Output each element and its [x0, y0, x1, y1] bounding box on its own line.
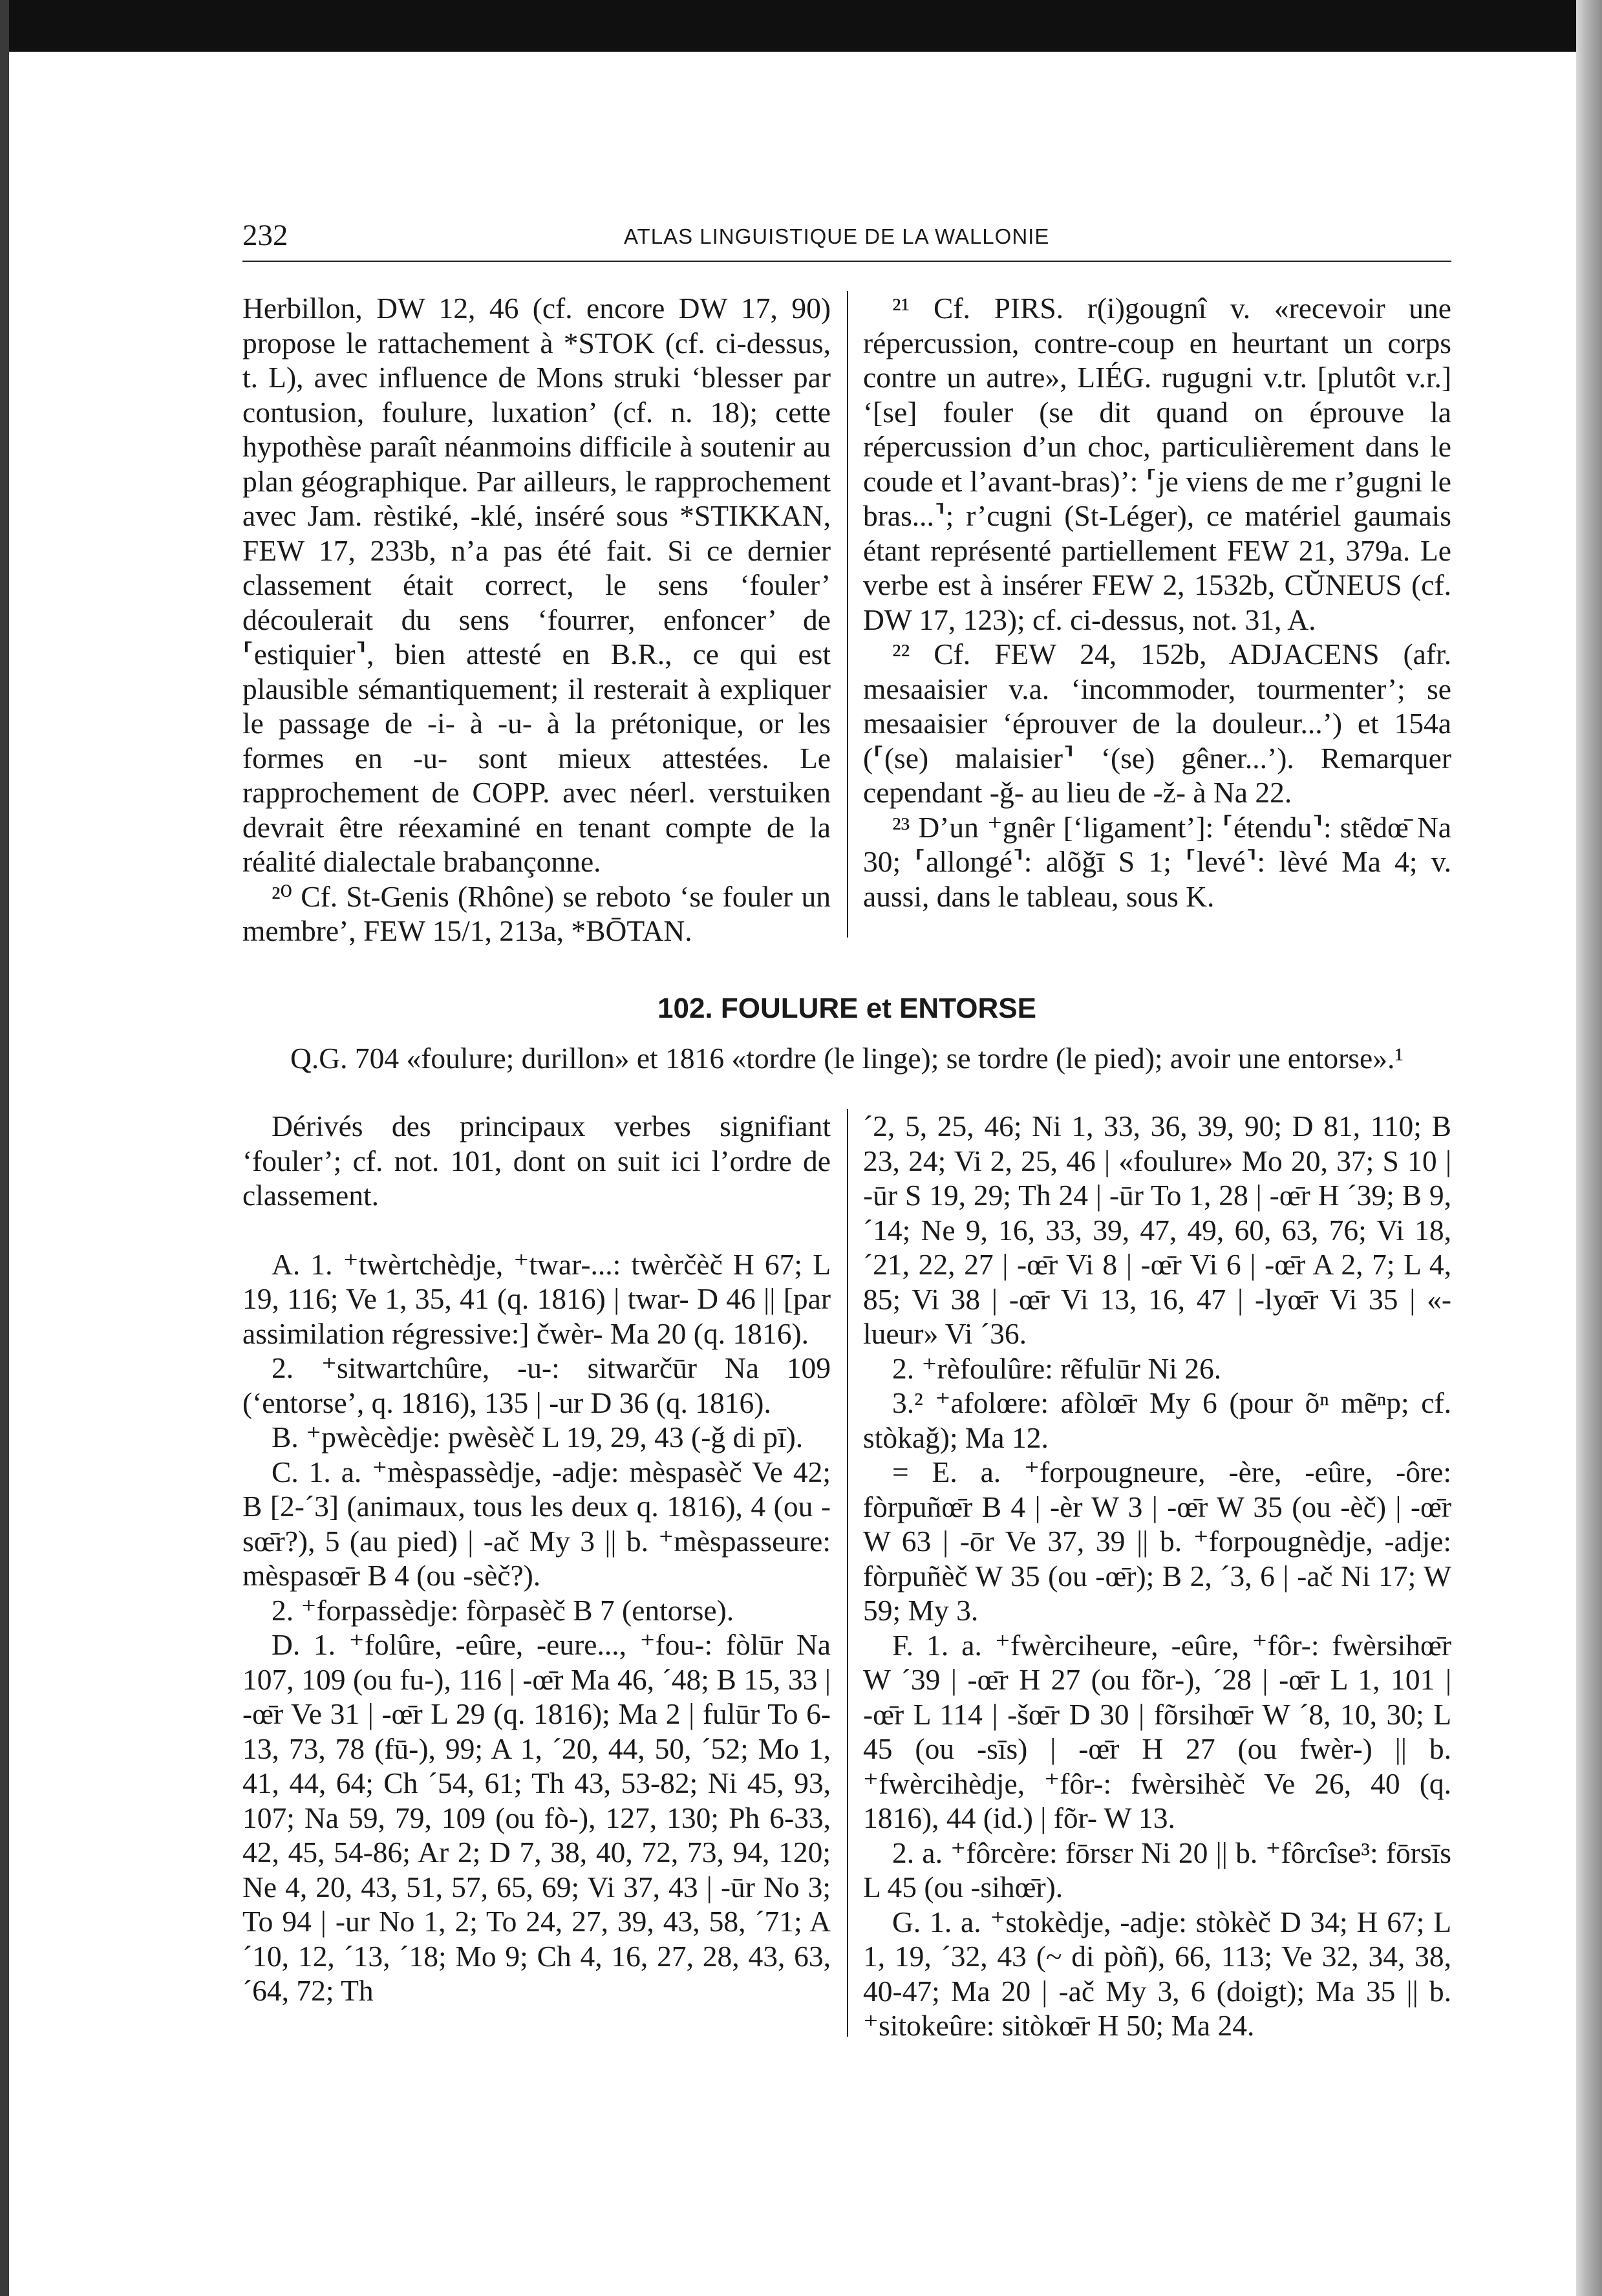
footnote-paragraph: Herbillon, DW 12, 46 (cf. encore DW 17, 90) propose le rattachement à *STOK (cf. ci-dessus, t. L), avec influence de Mons struki ‘blesser par contusion, foulure, luxation’ (cf. n. 18); cette hypothèse paraît néanmoins difficile à soutenir au plan géographique. Par ailleurs, le rapprochement avec Jam. rèstiké, -klé, inséré sous *STIKKAN, FEW 17, 233b, n’a pas été fait. Si ce dernier classement était correct, le sens ‘fouler’ découlerait du sens ‘fourrer, enfoncer’ de ⸢estiquier⸣, bien attesté en B.R., ce qui est plausible sémantiquement; il resterait à expliquer le passage de -i- à -u- à la prétonique, or les formes en -u- sont mieux attestées. Le rapprochement de COPP. avec néerl. verstuiken devrait être réexaminé en tenant compte de la réalité dialectale brabançonne. — [242, 292, 831, 878]
page-header — [242, 218, 1451, 262]
section-title: 102. FOULURE et ENTORSE — [657, 992, 1036, 1024]
questionnaire-reference: Q.G. 704 «foulure; durillon» et 1816 «tordre (le linge); se tordre (le pied); avoir une entorse».¹ — [290, 1042, 1404, 1075]
entry-left-column — [242, 1109, 831, 2008]
intro-paragraph: Dérivés des principaux verbes signifiant ‘fouler’; cf. not. 101, dont on suit ici l’ordre de classement. — [242, 1110, 831, 1212]
column-divider — [847, 291, 848, 938]
entry-paragraph: 3.² ⁺afolœre: afòlœ̄r My 6 (pour õⁿ mẽⁿp; cf. stòkaǧ); Ma 12. — [863, 1386, 1451, 1454]
scan-top-band — [0, 0, 1602, 52]
footnotes-left-column — [242, 291, 831, 949]
entry-paragraph: 2. a. ⁺fôrcère: fōrsɛr Ni 20 || b. ⁺fôrcîse³: fōrsīs L 45 (ou -sihœ̄r). — [863, 1836, 1451, 1904]
entry-paragraph: F. 1. a. ⁺fwèrciheure, -eûre, ⁺fôr-: fwèrsihœ̄r W ´39 | -œ̄r H 27 (ou fõr-), ´28 | -œ̄r L 1, 101 | -œ̄r L 114 | -šœ̄r D 30 | fõrsihœ̄r W ´8, 10, 30; L 45 (ou -sīs) | -œ̄r H 27 (ou fwèr-) || b. ⁺fwèrcihèdje, ⁺fôr-: fwèrsihèč Ve 26, 40 (q. 1816), 44 (id.) | fõr- W 13. — [863, 1628, 1451, 1834]
column-divider — [847, 1109, 848, 2037]
entry-paragraph: A. 1. ⁺twèrtchèdje, ⁺twar-...: twèrčèč H 67; L 19, 116; Ve 1, 35, 41 (q. 1816) | twar- D 46 || [par assimilation régressive:] čwèr- Ma 20 (q. 1816). — [242, 1247, 831, 1350]
page-number: 232 — [242, 219, 288, 252]
entry-right-column — [863, 1109, 1451, 2043]
entry-paragraph: D. 1. ⁺folûre, -eûre, -eure..., ⁺fou-: fòlūr Na 107, 109 (ou fu-), 116 | -œ̄r Ma 46, ´48; B 15, 33 | -œ̄r Ve 31 | -œ̄r L 29 (q. 1816); Ma 2 | fulūr To 6-13, 73, 78 (fū-), 99; A 1, ´20, 44, 50, ´52; Mo 1, 41, 44, 64; Ch ´54, 61; Th 43, 53-82; Ni 45, 93, 107; Na 59, 79, 109 (ou fò-), 127, 130; Ph 6-33, 42, 45, 54-86; Ar 2; D 7, 38, 40, 72, 73, 94, 120; Ne 4, 20, 43, 51, 57, 65, 69; Vi 37, 43 | -ūr No 3; To 94 | -ur No 1, 2; To 24, 27, 39, 43, 58, ´71; A ´10, 12, ´13, ´18; Mo 9; Ch 4, 16, 27, 28, 43, 63, ´64, 72; Th — [242, 1628, 831, 2007]
footnote-22: ²² Cf. FEW 24, 152b, ADJACENS (afr. mesaaisier v.a. ‘incommoder, tourmenter’; se mesaaisier ‘éprouver de la douleur...’) et 154a (⸢(se) malaisier⸣ ‘(se) gêner...’). Remarquer cependant -ǧ- au lieu de -ž- à Na 22. — [863, 638, 1451, 809]
scan-right-edge — [1576, 0, 1602, 2296]
entry-paragraph: = E. a. ⁺forpougneure, -ère, -eûre, -ôre: fòrpuñœ̄r B 4 | -èr W 3 | -œ̄r W 35 (ou -èč) | -œ̄r W 63 | -ōr Ve 37, 39 || b. ⁺forpougnèdje, -adje: fòrpuñèč W 35 (ou -œ̄r); B 2, ´3, 6 | -ač Ni 17; W 59; My 3. — [863, 1455, 1451, 1627]
footnote-21: ²¹ Cf. PIRS. r(i)gougnî v. «recevoir une répercussion, contre-coup en heurtant un corps contre un autre», LIÉG. rugugni v.tr. [plutôt v.r.] ‘[se] fouler (se dit quand on éprouve la répercussion d’un choc, particulièrement dans le coude et l’avant-bras)’: ⸢je viens de me r’gugni le bras...⸣; r’cugni (St-Léger), ce matériel gaumais étant représenté partiellement FEW 21, 379a. Le verbe est à insérer FEW 2, 1532b, CŬNEUS (cf. DW 17, 123); cf. ci-dessus, not. 31, A. — [863, 292, 1451, 636]
running-title: ATLAS LINGUISTIQUE DE LA WALLONIE — [624, 224, 1050, 248]
entry-paragraph: 2. ⁺forpassèdje: fòrpasèč B 7 (entorse). — [272, 1593, 734, 1627]
entry-paragraph: C. 1. a. ⁺mèspassèdje, -adje: mèspasèč Ve 42; B [2-´3] (animaux, tous les deux q. 1816), 4 (ou -sœ̄r?), 5 (au pied) | -ač My 3 || b. ⁺mèspasseure: mèspasœ̄r B 4 (ou -sèč?). — [242, 1455, 831, 1592]
scan-left-edge — [0, 0, 9, 2296]
footnote-23: ²³ D’un ⁺gnêr [‘ligament’]: ⸢étendu⸣: stẽdœ̄ Na 30; ⸢allongé⸣: alõǧī S 1; ⸢levé⸣: lèvé Ma 4; v. aussi, dans le tableau, sous K. — [863, 810, 1451, 913]
entry-paragraph: 2. ⁺rèfoulûre: rẽfulūr Ni 26. — [892, 1351, 1222, 1385]
entry-paragraph: B. ⁺pwècèdje: pwèsèč L 19, 29, 43 (-ǧ di pī). — [272, 1421, 804, 1454]
entry-paragraph: ´2, 5, 25, 46; Ni 1, 33, 36, 39, 90; D 81, 110; B 23, 24; Vi 2, 25, 46 | «foulure» Mo 20, 37; S 10 | -ūr S 19, 29; Th 24 | -ūr To 1, 28 | -œ̄r H ´39; B 9, ´14; Ne 9, 16, 33, 39, 47, 49, 60, 63, 76; Vi 18, ´21, 22, 27 | -œ̄r Vi 8 | -œ̄r Vi 6 | -œ̄r A 2, 7; L 4, 85; Vi 38 | -œ̄r Vi 13, 16, 47 | -lyœ̄r Vi 35 | «-lueur» Vi ´36. — [863, 1110, 1451, 1350]
footnote-20: ²⁰ Cf. St-Genis (Rhône) se reboto ‘se fouler un membre’, FEW 15/1, 213a, *BŌTAN. — [242, 879, 831, 947]
entry-paragraph: 2. ⁺sitwartchûre, -u-: sitwarčūr Na 109 (‘entorse’, q. 1816), 135 | -ur D 36 (q. 1816). — [242, 1351, 831, 1419]
footnotes-right-column — [863, 291, 1451, 914]
entry-paragraph: G. 1. a. ⁺stokèdje, -adje: stòkèč D 34; H 67; L 1, 19, ´32, 43 (~ di pòñ), 66, 113; Ve 32, 34, 38, 40-47; Ma 20 | -ač My 3, 6 (doigt); Ma 35 || b. ⁺sitokeûre: sitòkœ̄r H 50; Ma 24. — [863, 1905, 1451, 2042]
